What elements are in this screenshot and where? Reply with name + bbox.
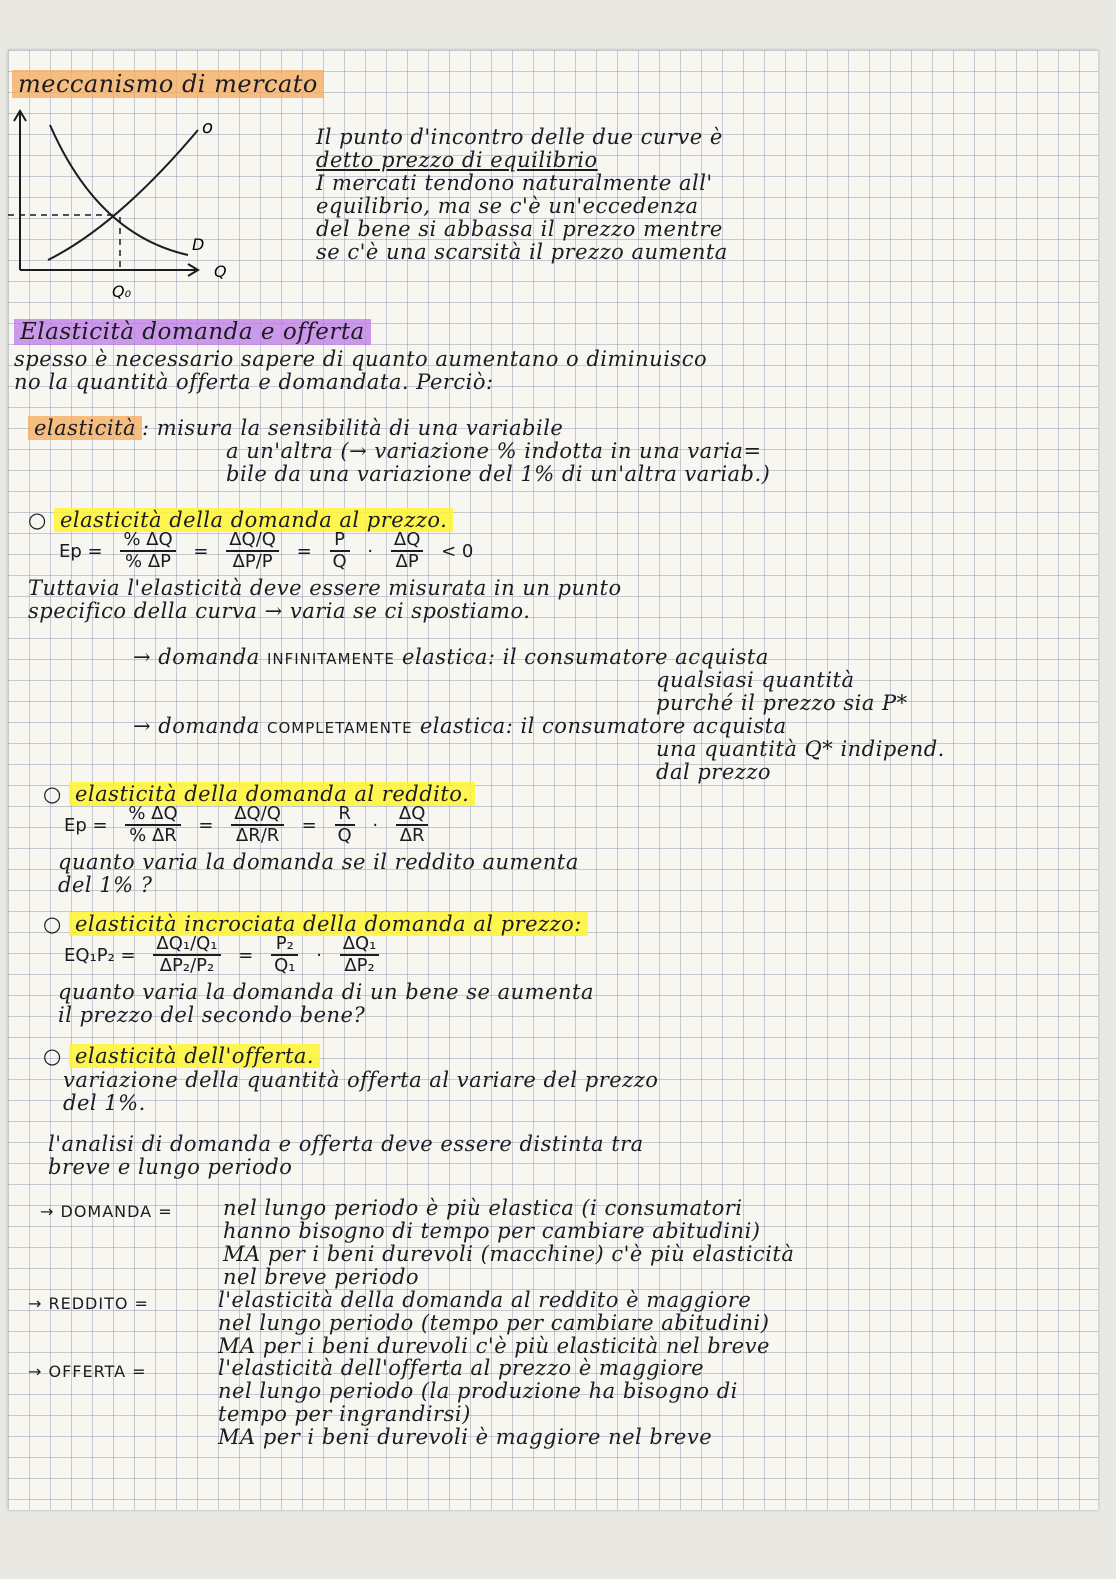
price-elasticity-formula: Ep = $\frac{\% \Delta Q}{\% \Delta P}$ = $\frac{\Delta Q/Q}{\Delta P/P}$ = $\frac{P}{Q}$ · $\frac{\Delta Q}{\Delta P}$ < 0 [59, 529, 474, 572]
price-elasticity-title: ○ elasticità della domanda al prezzo. [28, 508, 453, 532]
demand-note-4: nel breve periodo [223, 1265, 420, 1289]
frac-3: $\frac{P}{Q}$ [330, 530, 350, 572]
intro-line-2: no la quantità offerta e domandata. Perciò: [14, 370, 494, 394]
demand-note-label: → DOMANDA = [40, 1202, 173, 1221]
however-line-1: Tuttavia l'elasticità deve essere misurata in un punto [28, 576, 622, 600]
eq-line-2: detto prezzo di equilibrio [316, 148, 598, 172]
supply-label: o [202, 117, 214, 138]
eq-line-5: del bene si abbassa il prezzo mentre [316, 217, 723, 241]
analysis-line-2: breve e lungo periodo [48, 1155, 293, 1179]
section-title: Elasticità domanda e offerta [14, 320, 371, 344]
intro-line-1: spesso è necessario sapere di quanto aumentano o diminuisco [14, 347, 708, 371]
page-title: meccanismo di mercato [12, 72, 324, 96]
supply-text-1: variazione della quantità offerta al variare del prezzo [63, 1068, 659, 1092]
income-elasticity-title: ○ elasticità della domanda al reddito. [43, 782, 475, 806]
elasticity-def-2: a un'altra (→ variazione % indotta in una varia= [226, 439, 762, 463]
q0-label: Q₀ [112, 282, 132, 301]
elasticity-def-3: bile da una variazione del 1% di un'altra variab.) [226, 462, 771, 486]
demand-note-3: MA per i beni durevoli (macchine) c'è più elasticità [223, 1242, 795, 1266]
demand-note-1: nel lungo periodo è più elastica (i consumatori [223, 1196, 743, 1220]
supply-elasticity-title: ○ elasticità dell'offerta. [43, 1044, 320, 1068]
income-elasticity-formula: Ep = $\frac{\% \Delta Q}{\% \Delta R}$ = $\frac{\Delta Q/Q}{\Delta R/R}$ = $\frac{R}{Q}$ · $\frac{\Delta Q}{\Delta R}$ [58, 804, 434, 846]
complete-demand-3: dal prezzo [656, 760, 772, 784]
income-text-1: quanto varia la domanda se il reddito aumenta [58, 850, 579, 874]
infinite-demand-3: purché il prezzo sia P* [656, 691, 908, 715]
supply-note-2: nel lungo periodo (la produzione ha bisogno di [218, 1379, 738, 1403]
eq-line-1: Il punto d'incontro delle due curve è [316, 125, 723, 149]
however-line-2: specifico della curva → varia se ci spostiamo. [28, 599, 531, 623]
analysis-line-1: l'analisi di domanda e offerta deve essere distinta tra [48, 1132, 644, 1156]
eq-line-3: I mercati tendono naturalmente all' [316, 171, 713, 195]
complete-demand: → domanda COMPLETAMENTE elastica: il consumatore acquista [133, 714, 787, 738]
infinite-demand-2: qualsiasi quantità [656, 668, 855, 692]
supply-note-3: tempo per ingrandirsi) [218, 1402, 471, 1426]
elasticity-term: elasticità : misura la sensibilità di una variabile [28, 416, 563, 440]
supply-curve [48, 130, 198, 260]
income-text-2: del 1% ? [58, 873, 153, 897]
supply-note-1: l'elasticità dell'offerta al prezzo è maggiore [218, 1356, 705, 1380]
complete-demand-2: una quantità Q* indipend. [656, 737, 945, 761]
supply-note-4: MA per i beni durevoli è maggiore nel breve [218, 1425, 713, 1449]
frac-1: $\frac{\% \Delta Q}{\% \Delta P}$ [120, 530, 175, 572]
income-note-1: l'elasticità della domanda al reddito è maggiore [218, 1288, 752, 1312]
demand-note-2: hanno bisogno di tempo per cambiare abitudini) [223, 1219, 761, 1243]
supply-note-label: → OFFERTA = [28, 1362, 147, 1381]
frac-2: $\frac{\Delta Q/Q}{\Delta P/P}$ [226, 530, 279, 572]
quantity-label: Q [214, 262, 227, 281]
notebook-page [8, 50, 1098, 1510]
infinite-demand: → domanda INFINITAMENTE elastica: il consumatore acquista [133, 645, 769, 669]
income-note-3: MA per i beni durevoli c'è più elasticità nel breve [218, 1334, 770, 1358]
cross-text-1: quanto varia la domanda di un bene se aumenta [58, 980, 595, 1004]
demand-label: D [192, 235, 205, 254]
demand-curve [50, 125, 188, 255]
cross-elasticity-title: ○ elasticità incrociata della domanda al prezzo: [43, 912, 588, 936]
income-note-label: → REDDITO = [28, 1294, 149, 1313]
supply-demand-graph [8, 105, 238, 305]
eq-line-6: se c'è una scarsità il prezzo aumenta [316, 240, 728, 264]
frac-4: $\frac{\Delta Q}{\Delta P}$ [391, 530, 423, 572]
cross-text-2: il prezzo del secondo bene? [58, 1003, 366, 1027]
eq-line-4: equilibrio, ma se c'è un'eccedenza [316, 194, 699, 218]
income-note-2: nel lungo periodo (tempo per cambiare abitudini) [218, 1311, 770, 1335]
cross-elasticity-formula: EQ₁P₂ = $\frac{\text{ΔQ₁/Q₁}}{\text{ΔP₂/P₂}}$ = $\frac{\text{P₂}}{\text{Q₁}}$ · $\frac{\text{ΔQ₁}}{\text{ΔP₂}}$ [58, 934, 385, 976]
supply-text-2: del 1%. [63, 1091, 146, 1115]
